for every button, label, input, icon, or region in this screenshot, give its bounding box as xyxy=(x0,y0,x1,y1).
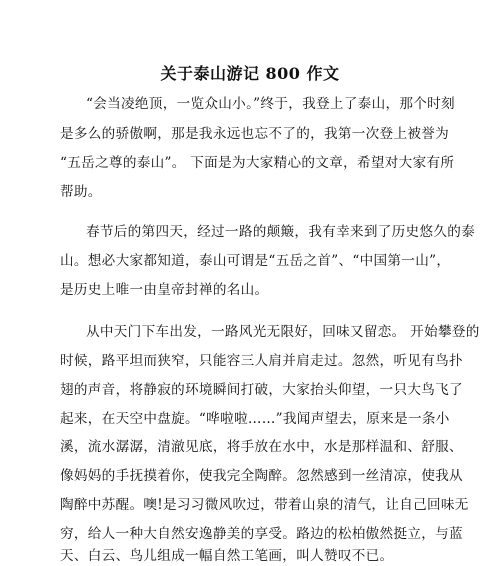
paragraph-1-line-3: “五岳之尊的泰山”。 下面是为大家精心的文章，希望对大家有所 xyxy=(60,155,455,171)
paragraph-1-line-4: 帮助。 xyxy=(60,184,102,200)
document-title: 关于泰山游记 800 作文 xyxy=(160,64,340,83)
paragraph-2-line-3: 是历史上唯一由皇帝封禅的名山。 xyxy=(60,282,269,298)
paragraph-1-line-1: “会当凌绝顶，一览众山小。”终于，我登上了泰山，那个时刻 xyxy=(86,96,455,112)
paragraph-2-line-1: 春节后的第四天，经过一路的颠簸，我有幸来到了历史悠久的泰 xyxy=(86,224,476,240)
paragraph-2-line-2: 山。想必大家都知道，泰山可谓是“五岳之首”、“中国第一山”， xyxy=(60,253,451,269)
paragraph-3-line-6: 像妈妈的手抚摸着你，使我完全陶醉。忽然感到一丝清凉，使我从 xyxy=(60,468,463,484)
paragraph-3-line-9: 天、白云、鸟儿组成一幅自然工笔画，叫人赞叹不已。 xyxy=(60,548,394,564)
paragraph-3-line-8: 穷，给人一种大自然安逸静美的享受。路边的松柏傲然挺立，与蓝 xyxy=(60,526,463,542)
paragraph-3-line-5: 溪，流水潺潺，清澈见底，将手放在水中，水是那样温和、舒服、 xyxy=(60,439,463,455)
paragraph-3-line-2: 时候，路平坦而狭窄，只能容三人肩并肩走过。忽然，听见有鸟扑 xyxy=(60,353,463,369)
paragraph-3-line-3: 翅的声音，将静寂的环境瞬间打破，大家抬头仰望，一只大鸟飞了 xyxy=(60,382,463,398)
paragraph-3-line-7: 陶醉中苏醒。噢!是习习微风吹过，带着山泉的清气，让自己回味无 xyxy=(60,497,469,513)
paragraph-3-line-1: 从中天门下车出发，一路风光无限好，回味又留恋。 开始攀登的 xyxy=(86,324,480,340)
paragraph-3-line-4: 起来，在天空中盘旋。“哗啦啦……”我闻声望去，原来是一条小 xyxy=(60,411,450,427)
paragraph-1-line-2: 是多么的骄傲啊，那是我永远也忘不了的，我第一次登上被誉为 xyxy=(60,126,450,142)
